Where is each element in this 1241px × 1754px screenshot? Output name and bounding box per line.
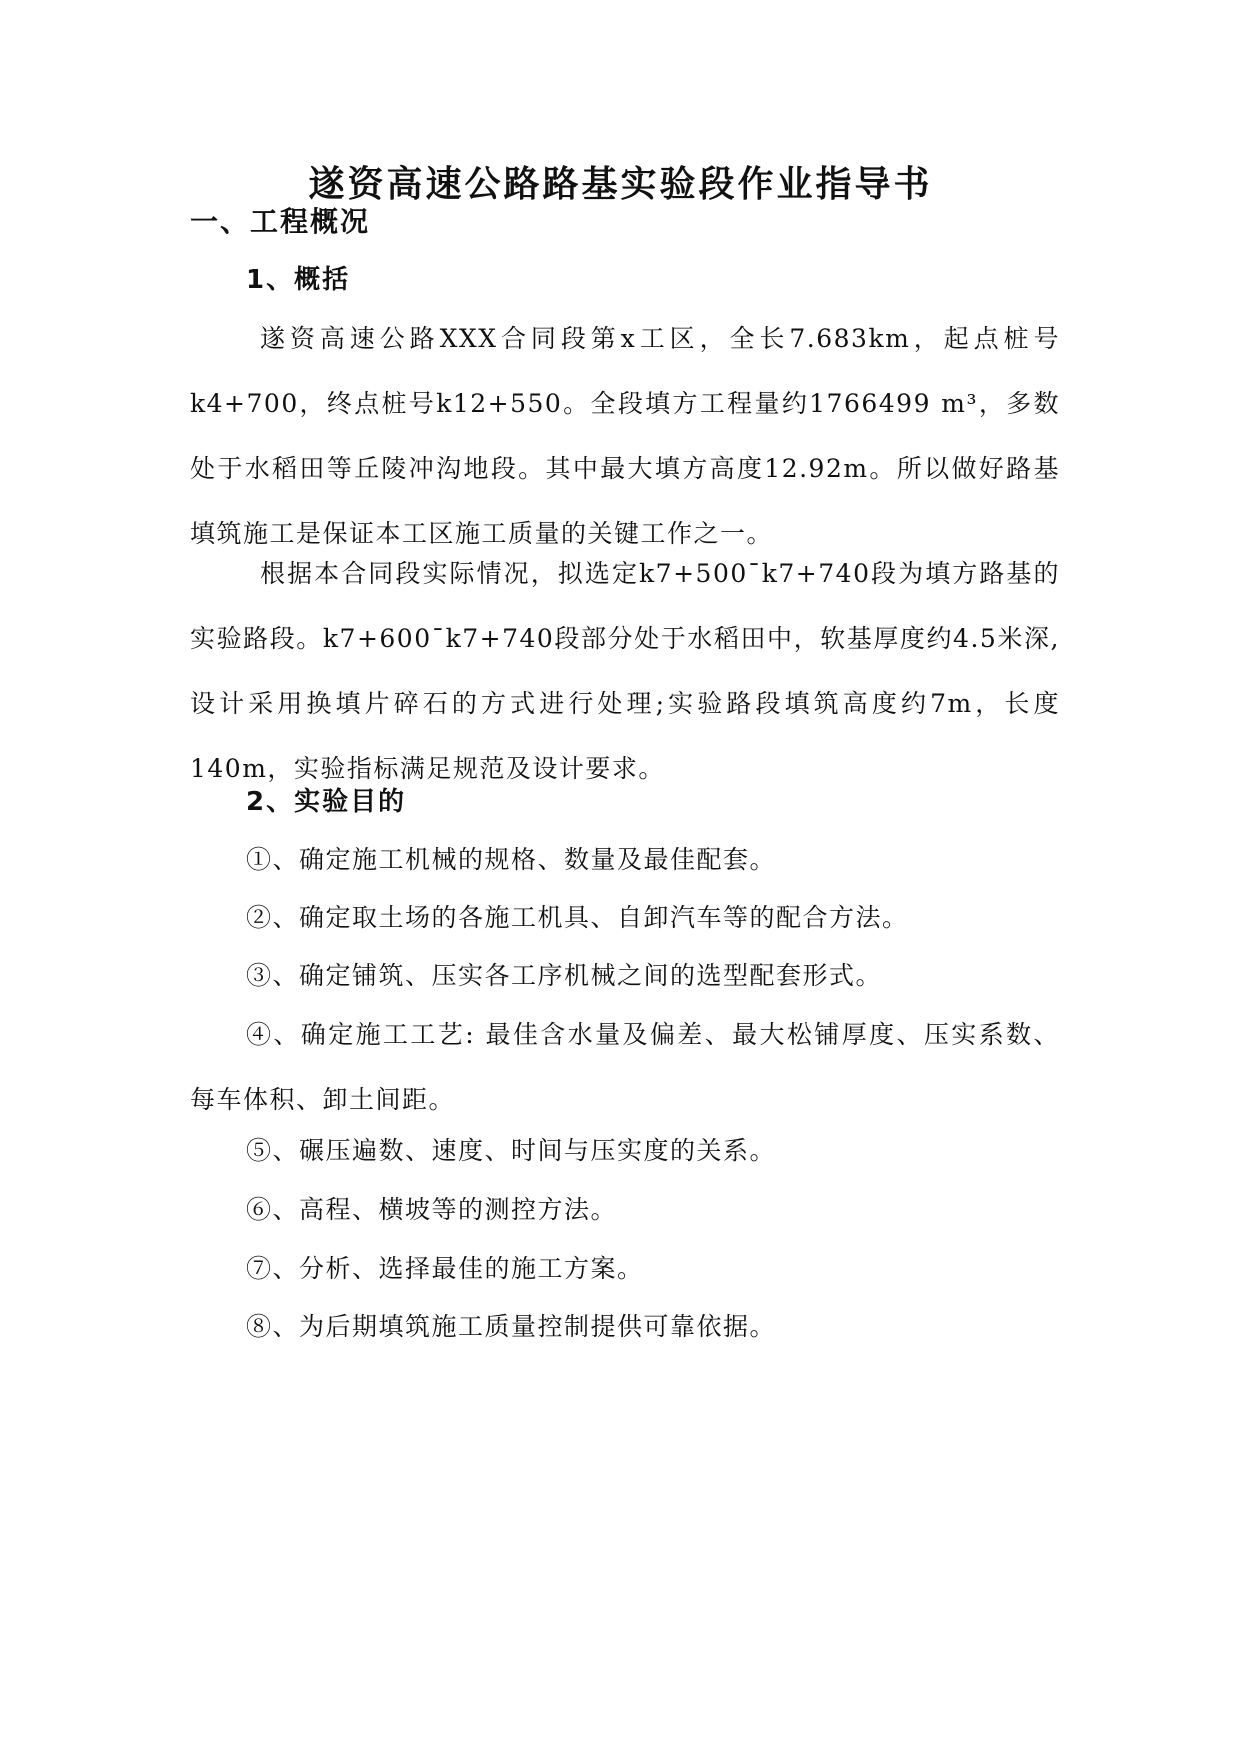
subsection-heading-objectives: 2、实验目的 (246, 787, 407, 817)
objective-item-5: ⑤、碾压遍数、速度、时间与压实度的关系。 (246, 1136, 777, 1165)
document-title: 遂资高速公路路基实验段作业指导书 (308, 164, 933, 205)
objective-item-2: ②、确定取土场的各施工机具、自卸汽车等的配合方法。 (246, 903, 909, 932)
section-heading-project-overview: 一、工程概况 (190, 205, 371, 238)
objective-item-7: ⑦、分析、选择最佳的施工方案。 (246, 1254, 644, 1283)
objective-item-4: ④、确定施工工艺: 最佳含水量及偏差、最大松铺厚度、压实系数、每车体积、卸土间距。 (190, 1020, 1060, 1114)
objective-item-6: ⑥、高程、横坡等的测控方法。 (246, 1195, 618, 1224)
subsection-heading-summary: 1、概括 (246, 265, 351, 295)
objective-item-8: ⑧、为后期填筑施工质量控制提供可靠依据。 (246, 1312, 777, 1341)
summary-paragraph-2: 根据本合同段实际情况，拟选定k7+500¯k7+740段为填方路基的实验路段。k7+600¯k7+740段部分处于水稻田中，软基厚度约4.5米深,设计采用换填片碎石的方式进行处理;实验路段填筑高度约7m，长度140m，实验指标满足规范及设计要求。 (190, 559, 1060, 783)
objective-item-3: ③、确定铺筑、压实各工序机械之间的选型配套形式。 (246, 961, 883, 990)
objective-item-1: ①、确定施工机械的规格、数量及最佳配套。 (246, 845, 777, 874)
summary-paragraph-1: 遂资高速公路XXX合同段第x工区，全长7.683km，起点桩号k4+700，终点桩号k12+550。全段填方工程量约1766499 m³，多数处于水稻田等丘陵冲沟地段。其中最大填方高度12.92m。所以做好路基填筑施工是保证本工区施工质量的关键工作之一。 (190, 324, 1060, 548)
